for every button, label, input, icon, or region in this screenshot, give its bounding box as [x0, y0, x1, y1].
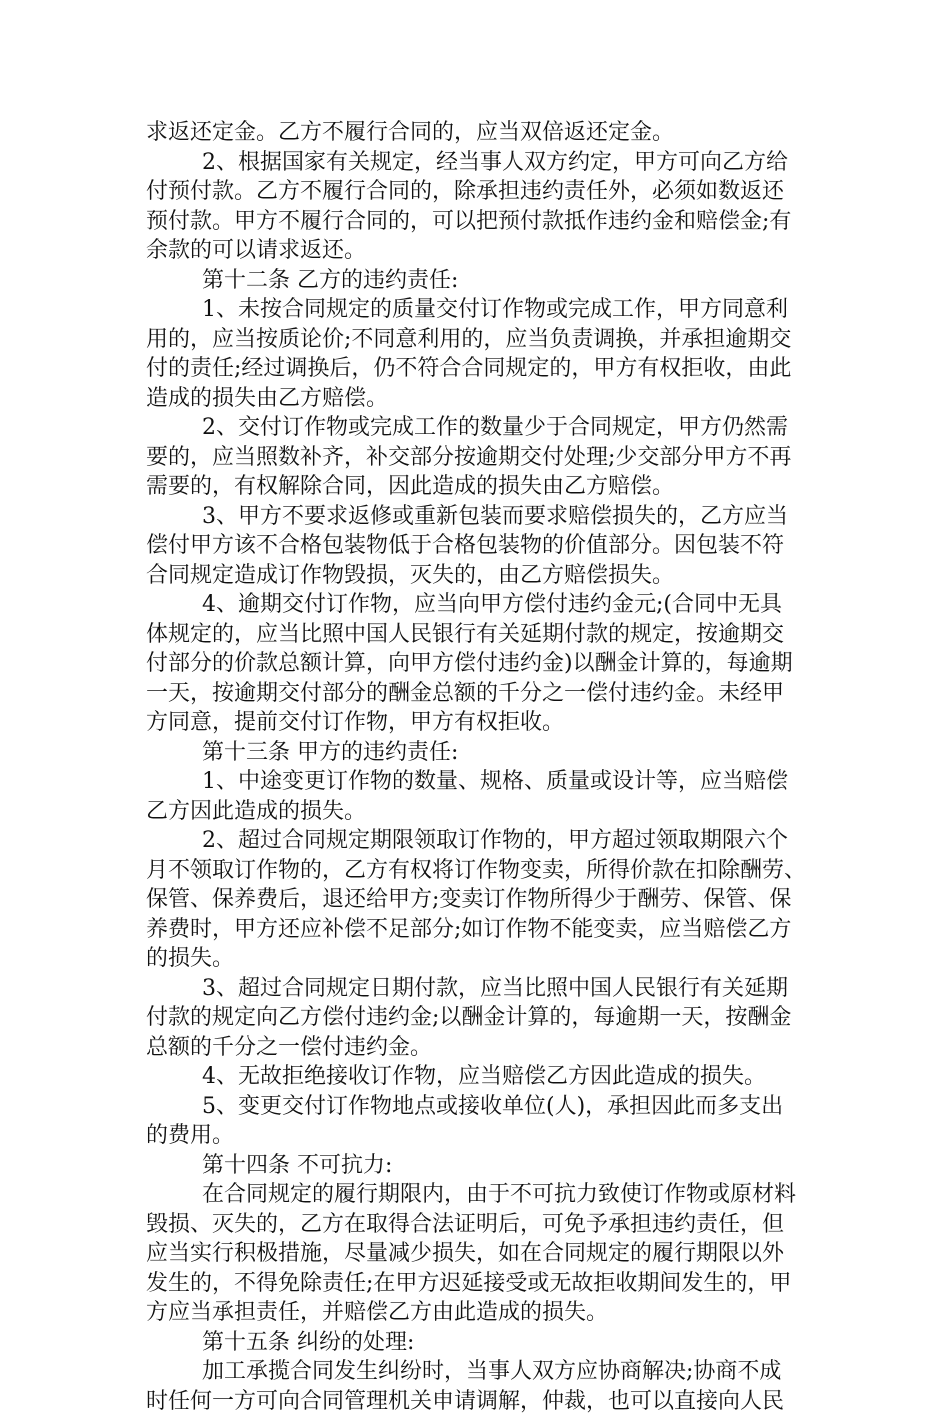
text-line: 保管、保养费后，退还给甲方;变卖订作物所得少于酬劳、保管、保: [146, 885, 816, 915]
text-line: 合同规定造成订作物毁损，灭失的，由乙方赔偿损失。: [146, 561, 816, 591]
text-line: 的损失。: [146, 944, 816, 974]
text-line: 造成的损失由乙方赔偿。: [146, 384, 816, 414]
text-line: 一天，按逾期交付部分的酬金总额的千分之一偿付违约金。未经甲: [146, 679, 816, 709]
text-line: 余款的可以请求返还。: [146, 236, 816, 266]
text-line: 2、根据国家有关规定，经当事人双方约定，甲方可向乙方给: [146, 148, 816, 178]
text-line: 用的，应当按质论价;不同意利用的，应当负责调换，并承担逾期交: [146, 325, 816, 355]
text-line: 应当实行积极措施，尽量减少损失，如在合同规定的履行期限以外: [146, 1239, 816, 1269]
text-line: 第十三条 甲方的违约责任:: [146, 738, 816, 768]
text-line: 体规定的，应当比照中国人民银行有关延期付款的规定，按逾期交: [146, 620, 816, 650]
text-line: 付的责任;经过调换后，仍不符合合同规定的，甲方有权拒收，由此: [146, 354, 816, 384]
text-line: 需要的，有权解除合同，因此造成的损失由乙方赔偿。: [146, 472, 816, 502]
text-line: 第十四条 不可抗力:: [146, 1151, 816, 1181]
text-line: 第十五条 纠纷的处理:: [146, 1328, 816, 1358]
text-line: 的费用。: [146, 1121, 816, 1151]
text-line: 第十二条 乙方的违约责任:: [146, 266, 816, 296]
text-line: 方同意，提前交付订作物，甲方有权拒收。: [146, 708, 816, 738]
text-line: 在合同规定的履行期限内，由于不可抗力致使订作物或原材料: [146, 1180, 816, 1210]
text-line: 1、未按合同规定的质量交付订作物或完成工作，甲方同意利: [146, 295, 816, 325]
text-line: 3、甲方不要求返修或重新包装而要求赔偿损失的，乙方应当: [146, 502, 816, 532]
text-line: 2、超过合同规定期限领取订作物的，甲方超过领取期限六个: [146, 826, 816, 856]
text-line: 付预付款。乙方不履行合同的，除承担违约责任外，必须如数返还: [146, 177, 816, 207]
text-line: 要的，应当照数补齐，补交部分按逾期交付处理;少交部分甲方不再: [146, 443, 816, 473]
text-line: 养费时，甲方还应补偿不足部分;如订作物不能变卖，应当赔偿乙方: [146, 915, 816, 945]
text-line: 毁损、灭失的，乙方在取得合法证明后，可免予承担违约责任，但: [146, 1210, 816, 1240]
text-line: 月不领取订作物的，乙方有权将订作物变卖，所得价款在扣除酬劳、: [146, 856, 816, 886]
text-line: 4、无故拒绝接收订作物，应当赔偿乙方因此造成的损失。: [146, 1062, 816, 1092]
text-line: 1、中途变更订作物的数量、规格、质量或设计等，应当赔偿: [146, 767, 816, 797]
text-line: 2、交付订作物或完成工作的数量少于合同规定，甲方仍然需: [146, 413, 816, 443]
text-line: 方应当承担责任，并赔偿乙方由此造成的损失。: [146, 1298, 816, 1328]
text-line: 偿付甲方该不合格包装物低于合格包装物的价值部分。因包装不符: [146, 531, 816, 561]
text-line: 时任何一方可向合同管理机关申请调解，仲裁，也可以直接向人民: [146, 1387, 816, 1416]
text-line: 预付款。甲方不履行合同的，可以把预付款抵作违约金和赔偿金;有: [146, 207, 816, 237]
text-line: 3、超过合同规定日期付款，应当比照中国人民银行有关延期: [146, 974, 816, 1004]
text-line: 乙方因此造成的损失。: [146, 797, 816, 827]
text-line: 付款的规定向乙方偿付违约金;以酬金计算的，每逾期一天，按酬金: [146, 1003, 816, 1033]
text-line: 发生的，不得免除责任;在甲方迟延接受或无故拒收期间发生的，甲: [146, 1269, 816, 1299]
text-line: 求返还定金。乙方不履行合同的，应当双倍返还定金。: [146, 118, 816, 148]
text-line: 加工承揽合同发生纠纷时，当事人双方应协商解决;协商不成: [146, 1357, 816, 1387]
text-line: 5、变更交付订作物地点或接收单位(人)，承担因此而多支出: [146, 1092, 816, 1122]
document-body: [146, 118, 816, 1416]
text-line: 总额的千分之一偿付违约金。: [146, 1033, 816, 1063]
text-line: 付部分的价款总额计算，向甲方偿付违约金)以酬金计算的，每逾期: [146, 649, 816, 679]
text-line: 4、逾期交付订作物，应当向甲方偿付违约金元;(合同中无具: [146, 590, 816, 620]
